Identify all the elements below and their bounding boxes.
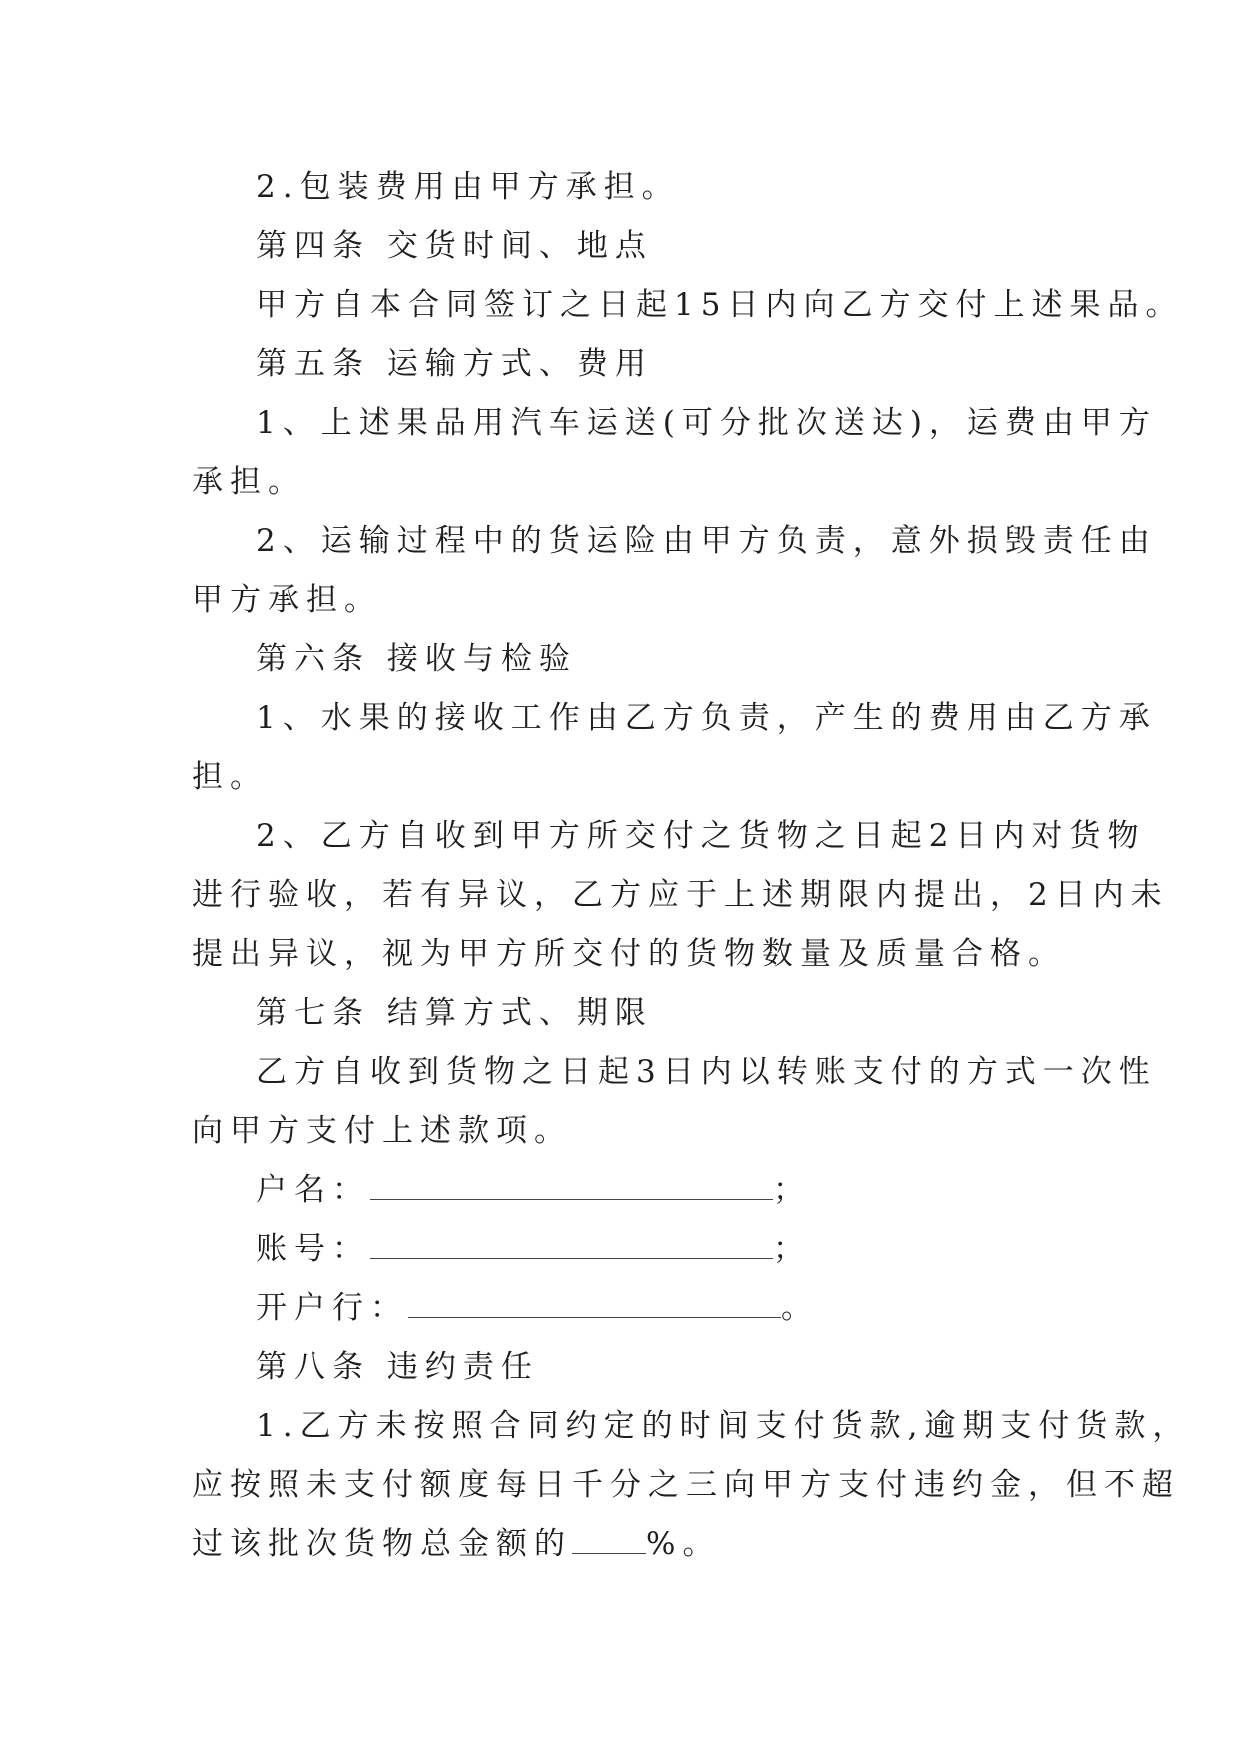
article-5-heading: 第五条 运输方式、费用 bbox=[256, 346, 653, 382]
article-8-item-1-line-2: 应按照未支付额度每日千分之三向甲方支付违约金，但不超 bbox=[192, 1467, 1180, 1503]
percent-end: %。 bbox=[646, 1526, 721, 1562]
article-5-item-2-line-2: 甲方承担。 bbox=[192, 582, 382, 618]
percent-blank[interactable] bbox=[572, 1527, 646, 1554]
account-number-end: ； bbox=[773, 1231, 811, 1267]
bank-end: 。 bbox=[781, 1290, 819, 1326]
article-5-item-1-line-2: 承担。 bbox=[192, 464, 306, 500]
article-8-heading: 第八条 违约责任 bbox=[256, 1349, 539, 1385]
clause-3-item-2: 2.包装费用由甲方承担。 bbox=[256, 169, 680, 205]
document-body bbox=[192, 158, 1191, 1574]
account-name-blank[interactable] bbox=[370, 1173, 773, 1200]
article-7-text-line-2: 向甲方支付上述款项。 bbox=[192, 1113, 572, 1149]
account-name-end: ； bbox=[773, 1172, 811, 1208]
article-7-text-line-1: 乙方自收到货物之日起3日内以转账支付的方式一次性 bbox=[256, 1054, 1157, 1090]
article-6-heading: 第六条 接收与检验 bbox=[256, 641, 577, 677]
article-6-item-1-line-1: 1、水果的接收工作由乙方负责，产生的费用由乙方承 bbox=[256, 700, 1157, 736]
article-4-text: 甲方自本合同签订之日起15日内向乙方交付上述果品。 bbox=[256, 287, 1184, 323]
article-5-item-2-line-1: 2、运输过程中的货运险由甲方负责，意外损毁责任由 bbox=[256, 523, 1157, 559]
article-6-item-2-line-1: 2、乙方自收到甲方所交付之货物之日起2日内对货物 bbox=[256, 818, 1146, 854]
account-name-label: 户名： bbox=[256, 1172, 370, 1208]
article-5-item-1-line-1: 1、上述果品用汽车运送(可分批次送达)，运费由甲方 bbox=[256, 405, 1157, 441]
article-8-item-1-line-3 bbox=[192, 1515, 1052, 1574]
account-number-label: 账号： bbox=[256, 1231, 370, 1267]
bank-label: 开户行： bbox=[256, 1290, 408, 1326]
article-6-item-2-line-3: 提出异议，视为甲方所交付的货物数量及质量合格。 bbox=[192, 936, 1066, 972]
article-8-item-1-line-3-text: 过该批次货物总金额的 bbox=[192, 1526, 572, 1562]
article-6-item-1-line-2: 担。 bbox=[192, 759, 268, 795]
account-number-row bbox=[192, 1220, 1052, 1279]
bank-row bbox=[192, 1279, 1052, 1338]
article-4-heading: 第四条 交货时间、地点 bbox=[256, 228, 653, 264]
article-8-item-1-line-1: 1.乙方未按照合同约定的时间支付货款,逾期支付货款， bbox=[256, 1408, 1191, 1444]
article-7-heading: 第七条 结算方式、期限 bbox=[256, 995, 653, 1031]
article-6-item-2-line-2: 进行验收，若有异议，乙方应于上述期限内提出，2日内未 bbox=[192, 877, 1169, 913]
bank-blank[interactable] bbox=[408, 1291, 781, 1318]
account-name-row bbox=[192, 1161, 1052, 1220]
account-number-blank[interactable] bbox=[370, 1232, 773, 1259]
